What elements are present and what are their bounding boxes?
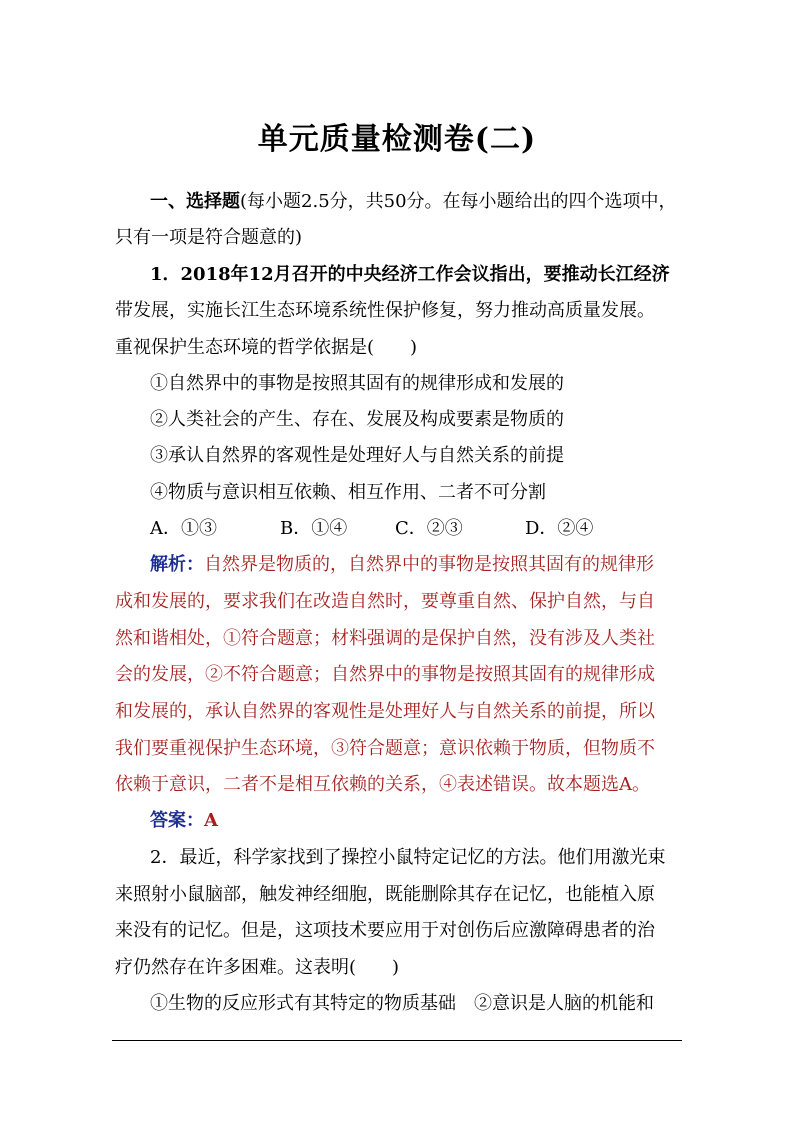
q1-option-b: B．①④ [280, 518, 348, 539]
analysis-label: 解析： [150, 554, 204, 575]
q1-stem-line: 1．2018年12月召开的中央经济工作会议指出，要推动长江经济 [150, 264, 670, 285]
q2-stem-line: 2．最近，科学家找到了操控小鼠特定记忆的方法。他们用激光束 [150, 847, 666, 868]
answer-value: A [204, 810, 218, 831]
q1-analysis-line: 我们要重视保护生态环境，③符合题意；意识依赖于物质，但物质不 [115, 738, 655, 759]
section-heading: 一、选择题 [150, 191, 240, 212]
q2-statement: ①生物的反应形式有其特定的物质基础 ②意识是人脑的机能和 [150, 993, 654, 1014]
q1-statement: ②人类社会的产生、存在、发展及构成要素是物质的 [150, 409, 564, 430]
section-note-continued: 只有一项是符合题意的) [115, 227, 303, 248]
q2-stem-line: 来照射小鼠脑部，触发神经细胞，既能删除其存在记忆，也能植入原 [115, 884, 655, 905]
footer-divider [112, 1040, 682, 1041]
q1-stem-line: 带发展，实施长江生态环境系统性保护修复，努力推动高质量发展。 [115, 300, 655, 321]
q1-analysis-line: 成和发展的，要求我们在改造自然时，要尊重自然、保护自然，与自 [115, 591, 655, 612]
q1-analysis-line: 然和谐相处，①符合题意；材料强调的是保护自然，没有涉及人类社 [115, 628, 655, 649]
q1-answer [150, 809, 695, 833]
answer-label: 答案： [150, 810, 204, 831]
q1-statement: ①自然界中的事物是按照其固有的规律形成和发展的 [150, 373, 564, 394]
q1-option-a: A．①③ [150, 518, 217, 539]
q1-statement: ③承认自然界的客观性是处理好人与自然关系的前提 [150, 445, 564, 466]
q2-stem-line: 疗仍然存在许多困难。这表明( ) [115, 957, 400, 978]
page-title: 单元质量检测卷(二) [257, 122, 537, 157]
q2-stem-line: 来没有的记忆。但是，这项技术要应用于对创伤后应激障碍患者的治 [115, 920, 655, 941]
q1-option-d: D．②④ [525, 518, 594, 539]
q1-stem-line: 重视保护生态环境的哲学依据是( ) [115, 337, 418, 358]
q1-analysis-line: 会的发展，②不符合题意；自然界中的事物是按照其固有的规律形成 [115, 664, 655, 685]
q1-analysis-line: 解析：自然界是物质的，自然界中的事物是按照其固有的规律形 [150, 554, 654, 575]
section-note: (每小题2.5分，共50分。在每小题给出的四个选项中， [240, 191, 677, 212]
section-intro [150, 190, 695, 214]
q1-option-c: C．②③ [395, 518, 463, 539]
q1-analysis-line: 依赖于意识，二者不是相互依赖的关系，④表述错误。故本题选A。 [115, 774, 650, 795]
q1-statement: ④物质与意识相互依赖、相互作用、二者不可分割 [150, 482, 546, 503]
q1-options [150, 517, 695, 541]
q1-analysis-line: 和发展的，承认自然界的客观性是处理好人与自然关系的前提，所以 [115, 701, 655, 722]
